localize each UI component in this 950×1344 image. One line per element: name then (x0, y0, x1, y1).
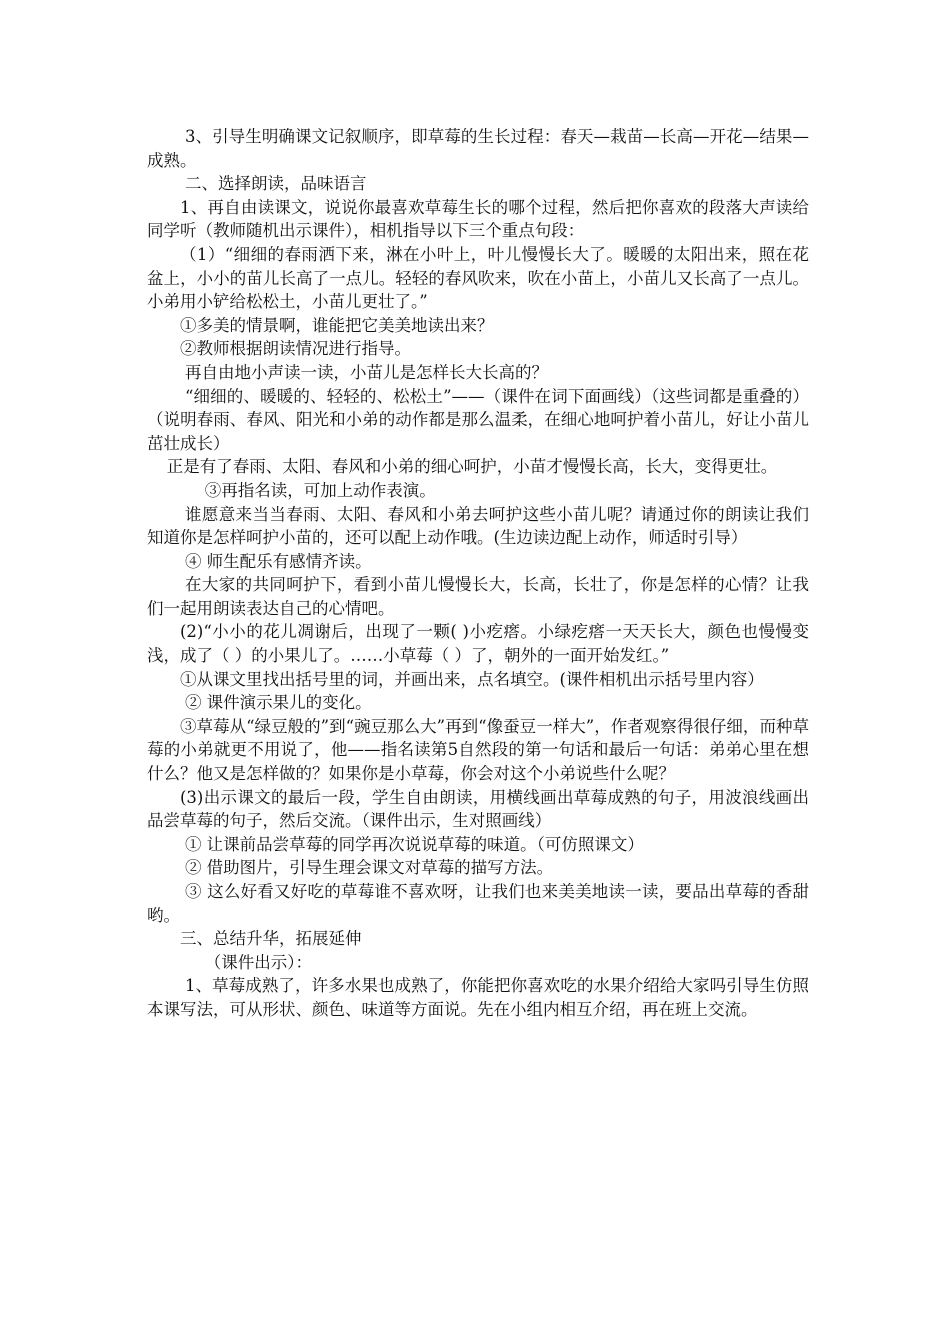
paragraph-care: 正是有了春雨、太阳、春风和小弟的细心呵护，小苗才慢慢长高，长大，变得更壮。 (166, 457, 778, 477)
paragraph-feelings: 在大家的共同呵护下，看到小苗儿慢慢长大，长高，长壮了，你是怎样的心情？让我们一起用朗读表达自己的心情吧。 (147, 575, 809, 618)
paragraph-step-1c: ③再指名读，可加上动作表演。 (204, 480, 436, 500)
paragraph-extension: 1、草莓成熟了，许多水果也成熟了，你能把你喜欢吃的水果介绍给大家吗引导生仿照本课写法，可从形状、颜色、味道等方面说。先在小组内相互介绍，再在班上交流。 (147, 976, 809, 1019)
paragraph-courseware: （课件出示）： (204, 952, 312, 972)
paragraph-roleplay: 谁愿意来当当春雨、太阳、春风和小弟去呵护这些小苗儿呢？请通过你的朗读让我们知道你是怎样呵护小苗的，还可以配上动作哦。(生边读边配上动作，师适时引导） (147, 504, 809, 548)
paragraph-step-3b: ② 借助图片，引导生理会课文对草莓的描写方法。 (184, 858, 554, 878)
paragraph-step-1a: ①多美的情景啊，谁能把它美美地读出来？ (180, 315, 494, 335)
paragraph-keywords: “细细的、暖暖的、轻轻的、松松土”——（课件在词下面画线）（这些词都是重叠的）（说明春雨、春风、阳光和小弟的动作都是那么温柔，在细心地呵护着小苗儿，好让小苗儿茁壮成长） (147, 386, 809, 453)
paragraph-free-reading: 1、再自由读课文，说说你最喜欢草莓生长的哪个过程，然后把你喜欢的段落大声读给同学听（教师随机出示课件），相机指导以下三个重点句段： (147, 197, 809, 241)
paragraph-step-3a: ① 让课前品尝草莓的同学再次说说草莓的味道。（可仿照课文） (184, 834, 644, 854)
paragraph-quote-2: (2)“小小的花儿凋谢后，出现了一颗( )小疙瘩。小绿疙瘩一天天长大，颜色也慢慢变浅，成了（ ）的小果儿了。……小草莓（ ）了，朝外的一面开始发红。” (147, 622, 809, 666)
paragraph-reading-order: 3、引导生明确课文记叙顺序，即草莓的生长过程：春天—栽苗—长高—开花—结果—成熟。 (147, 127, 809, 170)
paragraph-quote-1: （1）“细细的春雨洒下来，淋在小叶上，叶儿慢慢长大了。暖暖的太阳出来，照在花盆上，小小的苗儿长高了一点儿。轻轻的春风吹来，吹在小苗上，小苗儿又长高了一点儿。小弟用小铲给松松土，小苗儿更壮了。” (147, 244, 809, 312)
paragraph-step-1d: ④ 师生配乐有感情齐读。 (184, 551, 372, 571)
paragraph-step-2a: ①从课文里找出括号里的词，并画出来，点名填空。(课件相机出示括号里内容） (180, 669, 764, 689)
section-heading-3: 三、总结升华，拓展延伸 (180, 929, 362, 949)
paragraph-step-1b: ②教师根据朗读情况进行指导。 (180, 339, 411, 359)
paragraph-step-2c: ③草莓从“绿豆般的”到“豌豆那么大”再到“像蚕豆一样大”，作者观察得很仔细，而种草莓的小弟就更不用说了，他——指名读第5自然段的第一句话和最后一句话：弟弟心里在想什么？他又是怎样做的？如果你是小草莓，你会对这个小弟说些什么呢？ (147, 716, 809, 784)
paragraph-reread: 再自由地小声读一读，小苗儿是怎样长大长高的？ (184, 362, 548, 382)
section-heading-2: 二、选择朗读，品味语言 (184, 174, 367, 194)
paragraph-step-3c: ③ 这么好看又好吃的草莓谁不喜欢呀，让我们也来美美地读一读，要品出草莓的香甜哟。 (147, 882, 809, 925)
paragraph-step-2b: ② 课件演示果儿的变化。 (184, 693, 372, 713)
document-page (147, 125, 809, 1022)
paragraph-quote-3: (3)出示课文的最后一段，学生自由朗读，用横线画出草莓成熟的句子，用波浪线画出品尝草莓的句子，然后交流。（课件出示，生对照画线） (147, 787, 809, 831)
